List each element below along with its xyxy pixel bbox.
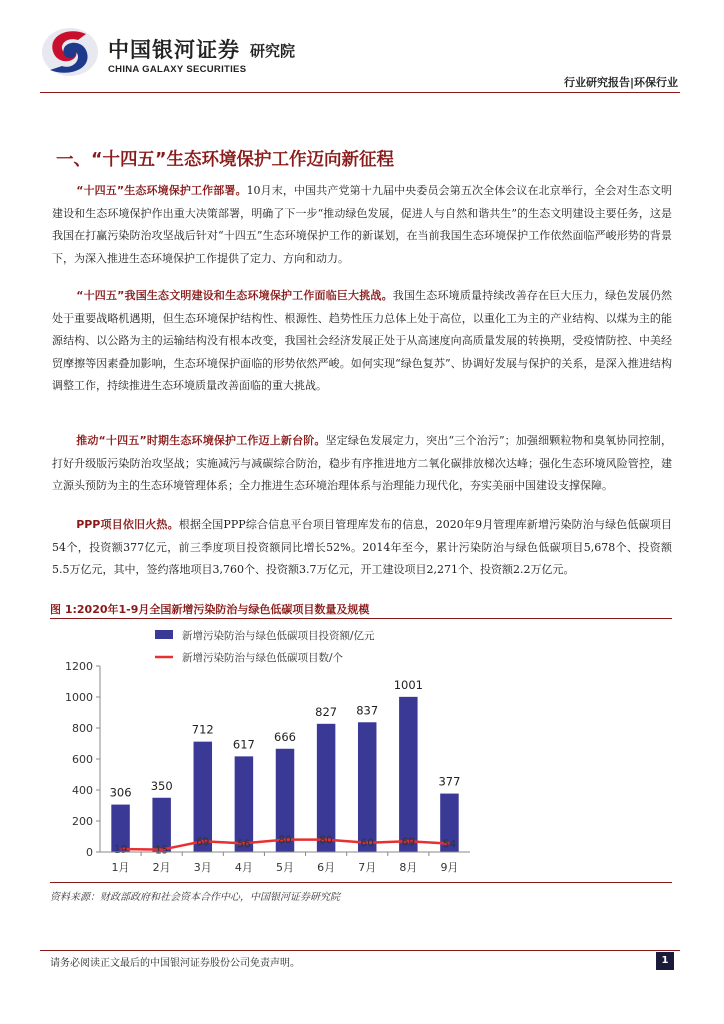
x-tick-label: 8月 bbox=[399, 861, 418, 874]
paragraph-1 bbox=[52, 180, 672, 270]
line-data-label: 15 bbox=[154, 844, 169, 857]
line-data-label: 80 bbox=[278, 834, 292, 847]
paragraph-3-lead: 推动“十四五”时期生态环境保护工作迈上新台阶。 bbox=[76, 434, 326, 447]
logo-chinese-name: 中国银河证券 bbox=[108, 38, 240, 62]
report-type-label: 行业研究报告|环保行业 bbox=[563, 76, 678, 89]
x-tick-label: 1月 bbox=[111, 861, 130, 874]
bar-data-label: 306 bbox=[109, 785, 132, 800]
bar-data-label: 666 bbox=[274, 729, 296, 744]
footer-disclaimer: 请务必阅读正文最后的中国银河证券股份公司免责声明。 bbox=[50, 958, 300, 969]
x-tick-label: 9月 bbox=[440, 861, 459, 874]
paragraph-3-body: 坚定绿色发展定力，突出“三个治污”；加强细颗粒物和臭氧协同控制，打好升级版污染防治攻坚战；实施减污与减碳综合防治，稳步有序推进地方二氧化碳排放梯次达峰；强化生态环境风险管控，建立源头预防为主的生态环境管理体系；全力推进生态环境治理体系与治理能力现代化，夯实美丽中国建设支撑保障。 bbox=[52, 434, 672, 492]
paragraph-2 bbox=[52, 285, 672, 398]
bar-data-label: 377 bbox=[438, 774, 461, 789]
source-note: 资料来源：财政部政府和社会资本合作中心，中国银河证券研究院 bbox=[50, 892, 340, 903]
line-data-label: 19 bbox=[113, 844, 128, 857]
chart-legend bbox=[155, 629, 375, 664]
footer-divider bbox=[40, 950, 680, 951]
bar-data-label: 712 bbox=[191, 722, 214, 737]
galaxy-logo-icon bbox=[40, 24, 102, 80]
x-tick-label: 4月 bbox=[234, 861, 253, 874]
line-data-label: 69 bbox=[401, 836, 416, 849]
legend-line-label: 新增污染防治与绿色低碳项目数/个 bbox=[182, 652, 344, 664]
line-data-label: 80 bbox=[319, 834, 333, 847]
paragraph-1-body: 10月末，中国共产党第十九届中央委员会第五次全体会议在北京举行，全会对生态文明建设和生态环境保护作出重大决策部署，明确了下一步“推动绿色发展，促进人与自然和谐共生”的生态文明建设主要任务，这是我国在打赢污染防治攻坚战后针对“十四五”生态环境保护工作的新谋划，在当前我国生态环境保护工作依然面临严峻形势的背景下，为深入推进生态环境保护工作提供了定力、方向和动力。 bbox=[52, 184, 672, 265]
y-axis bbox=[65, 660, 100, 859]
company-logo bbox=[40, 24, 360, 84]
y-tick-label: 600 bbox=[72, 753, 93, 766]
figure-top-rule bbox=[50, 618, 672, 619]
x-tick-label: 5月 bbox=[276, 861, 294, 874]
bar bbox=[399, 697, 418, 852]
paragraph-4-body: 根据全国PPP综合信息平台项目管理库发布的信息，2020年9月管理库新增污染防治与绿色低碳项目54个，投资额377亿元，前三季度项目投资额同比增长52%。2014年至今，累计污染防治与绿色低碳项目5,678个、投资额5.5万亿元，其中，签约落地项目3,760个、投资额3.7万亿元，开工建设项目2,271个、投资额2.2万亿元。 bbox=[52, 518, 672, 576]
bar bbox=[358, 722, 377, 852]
page-number: 1 bbox=[656, 952, 674, 970]
y-tick-label: 200 bbox=[72, 815, 93, 828]
paragraph-4-lead: PPP项目依旧火热。 bbox=[76, 518, 179, 531]
x-tick-label: 7月 bbox=[358, 861, 377, 874]
x-tick-label: 3月 bbox=[193, 861, 212, 874]
section-title: 一、“十四五”生态环境保护工作迈向新征程 bbox=[56, 150, 395, 170]
bar-data-label: 617 bbox=[232, 737, 255, 752]
bar-data-label: 350 bbox=[150, 778, 173, 793]
paragraph-2-lead: “十四五”我国生态文明建设和生态环境保护工作面临巨大挑战。 bbox=[76, 289, 393, 302]
paragraph-2-body: 我国生态环境质量持续改善存在巨大压力，绿色发展仍然处于重要战略机遇期，但生态环境保护结构性、根源性、趋势性压力总体上处于高位，以重化工为主的产业结构、以煤为主的能源结构、以公路为主的运输结构没有根本改变，我国社会经济发展正处于从高速度向高质量发展的转换期，受疫情防控、中美经贸摩擦等因素叠加影响，生态环境保护面临的形势依然严峻。如何实现“绿色复苏”、协调好发展与保护的关系，是深入推进结构调整工作，持续推进生态环境质量改善面临的重大挑战。 bbox=[52, 289, 672, 392]
y-tick-label: 1000 bbox=[65, 691, 93, 704]
line-data-label: 54 bbox=[442, 838, 457, 851]
bar-data-label: 837 bbox=[356, 703, 379, 718]
x-tick-label: 6月 bbox=[317, 861, 336, 874]
paragraph-4 bbox=[52, 514, 672, 582]
figure-bottom-rule bbox=[50, 882, 672, 883]
legend-bar-label: 新增污染防治与绿色低碳项目投资额/亿元 bbox=[182, 630, 375, 642]
line-data-label: 56 bbox=[237, 838, 251, 851]
line-data-label: 60 bbox=[360, 837, 374, 850]
legend-bar-swatch bbox=[155, 630, 173, 639]
x-tick-label: 2月 bbox=[152, 861, 171, 874]
y-tick-label: 800 bbox=[72, 722, 93, 735]
logo-research-institute: 研究院 bbox=[250, 42, 296, 60]
project-chart bbox=[50, 620, 672, 882]
logo-english-name: CHINA GALAXY SECURITIES bbox=[108, 64, 247, 75]
figure-title: 图 1:2020年1-9月全国新增污染防治与绿色低碳项目数量及规模 bbox=[50, 603, 370, 616]
bar-series bbox=[110, 678, 461, 852]
line-data-label: 69 bbox=[196, 836, 210, 849]
y-tick-label: 400 bbox=[72, 784, 93, 797]
page-header bbox=[0, 0, 724, 100]
paragraph-1-lead: “十四五”生态环境保护工作部署。 bbox=[76, 184, 247, 197]
bar-data-label: 827 bbox=[315, 704, 338, 719]
header-divider bbox=[40, 92, 680, 93]
y-tick-label: 0 bbox=[86, 846, 93, 859]
y-tick-label: 1200 bbox=[65, 660, 93, 673]
bar-data-label: 1001 bbox=[393, 677, 423, 692]
bar bbox=[317, 724, 336, 852]
paragraph-3 bbox=[52, 430, 672, 498]
